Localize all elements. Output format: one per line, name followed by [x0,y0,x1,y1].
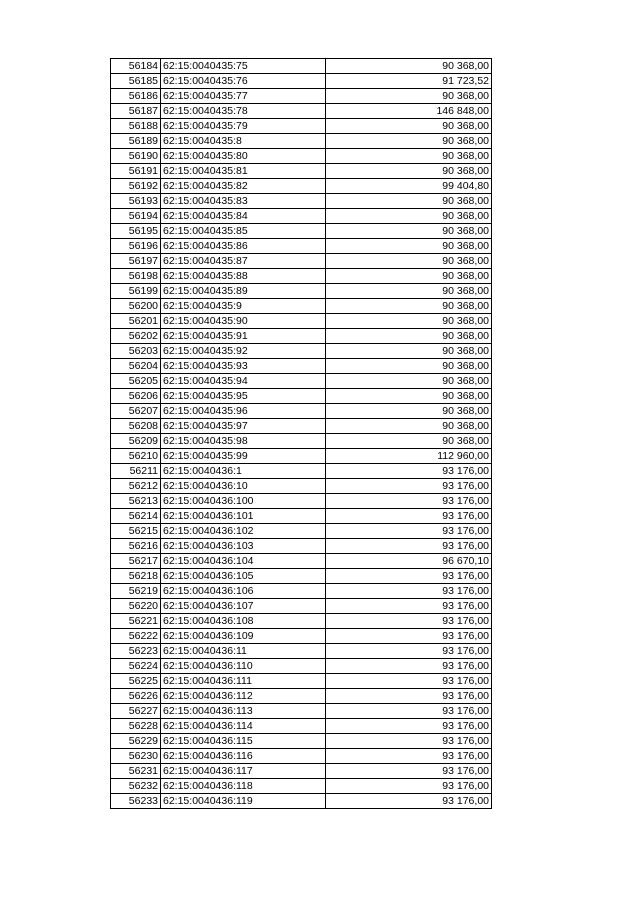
cadastral-value-cell: 93 176,00 [326,749,492,764]
table-row [111,389,492,404]
table-row [111,464,492,479]
row-id-cell: 56203 [111,344,161,359]
cadastral-number-cell: 62:15:0040435:77 [161,89,326,104]
cadastral-number-cell: 62:15:0040436:113 [161,704,326,719]
row-id-cell: 56227 [111,704,161,719]
table-row [111,779,492,794]
table-row [111,119,492,134]
cadastral-number-cell: 62:15:0040436:110 [161,659,326,674]
cadastral-number-cell: 62:15:0040435:90 [161,314,326,329]
table-row [111,239,492,254]
table-row [111,599,492,614]
cadastral-number-cell: 62:15:0040436:103 [161,539,326,554]
table-row [111,134,492,149]
cadastral-number-cell: 62:15:0040436:11 [161,644,326,659]
row-id-cell: 56233 [111,794,161,809]
cadastral-value-cell: 112 960,00 [326,449,492,464]
cadastral-number-cell: 62:15:0040435:91 [161,329,326,344]
row-id-cell: 56231 [111,764,161,779]
cadastral-number-cell: 62:15:0040435:81 [161,164,326,179]
cadastral-value-cell: 90 368,00 [326,254,492,269]
cadastral-number-cell: 62:15:0040435:98 [161,434,326,449]
table-row [111,524,492,539]
table-row [111,179,492,194]
row-id-cell: 56208 [111,419,161,434]
cadastral-value-cell: 90 368,00 [326,164,492,179]
row-id-cell: 56226 [111,689,161,704]
cadastral-number-cell: 62:15:0040436:117 [161,764,326,779]
cadastral-number-cell: 62:15:0040436:119 [161,794,326,809]
cadastral-number-cell: 62:15:0040436:104 [161,554,326,569]
table-row [111,284,492,299]
row-id-cell: 56211 [111,464,161,479]
cadastral-value-cell: 90 368,00 [326,194,492,209]
cadastral-value-cell: 90 368,00 [326,284,492,299]
cadastral-value-cell: 93 176,00 [326,764,492,779]
cadastral-value-cell: 93 176,00 [326,464,492,479]
table-row [111,419,492,434]
table-row [111,644,492,659]
cadastral-number-cell: 62:15:0040435:92 [161,344,326,359]
row-id-cell: 56212 [111,479,161,494]
cadastral-value-cell: 90 368,00 [326,134,492,149]
cadastral-value-cell: 90 368,00 [326,224,492,239]
row-id-cell: 56216 [111,539,161,554]
table-row [111,449,492,464]
table-row [111,314,492,329]
row-id-cell: 56188 [111,119,161,134]
table-row [111,269,492,284]
cadastral-value-cell: 93 176,00 [326,644,492,659]
cadastral-value-cell: 93 176,00 [326,539,492,554]
row-id-cell: 56205 [111,374,161,389]
cadastral-number-cell: 62:15:0040436:101 [161,509,326,524]
row-id-cell: 56191 [111,164,161,179]
cadastral-value-cell: 93 176,00 [326,659,492,674]
row-id-cell: 56229 [111,734,161,749]
row-id-cell: 56222 [111,629,161,644]
cadastral-number-cell: 62:15:0040435:82 [161,179,326,194]
cadastral-number-cell: 62:15:0040435:84 [161,209,326,224]
cadastral-number-cell: 62:15:0040435:83 [161,194,326,209]
cadastral-value-cell: 93 176,00 [326,794,492,809]
cadastral-number-cell: 62:15:0040436:1 [161,464,326,479]
cadastral-value-cell: 90 368,00 [326,434,492,449]
cadastral-number-cell: 62:15:0040435:87 [161,254,326,269]
row-id-cell: 56196 [111,239,161,254]
cadastral-number-cell: 62:15:0040435:8 [161,134,326,149]
table-row [111,434,492,449]
cadastral-number-cell: 62:15:0040435:76 [161,74,326,89]
cadastral-value-cell: 93 176,00 [326,599,492,614]
table-row [111,539,492,554]
table-row [111,104,492,119]
table-row [111,299,492,314]
cadastral-number-cell: 62:15:0040435:9 [161,299,326,314]
table-row [111,704,492,719]
cadastral-number-cell: 62:15:0040435:78 [161,104,326,119]
cadastral-value-cell: 90 368,00 [326,359,492,374]
table-row [111,494,492,509]
table-row [111,89,492,104]
cadastral-number-cell: 62:15:0040436:112 [161,689,326,704]
cadastral-number-cell: 62:15:0040435:95 [161,389,326,404]
row-id-cell: 56214 [111,509,161,524]
cadastral-number-cell: 62:15:0040436:105 [161,569,326,584]
cadastral-value-cell: 90 368,00 [326,119,492,134]
table-row [111,149,492,164]
cadastral-value-cell: 93 176,00 [326,479,492,494]
cadastral-value-cell: 146 848,00 [326,104,492,119]
table-row [111,719,492,734]
row-id-cell: 56198 [111,269,161,284]
table-row [111,659,492,674]
row-id-cell: 56195 [111,224,161,239]
row-id-cell: 56218 [111,569,161,584]
cadastral-number-cell: 62:15:0040435:88 [161,269,326,284]
row-id-cell: 56197 [111,254,161,269]
row-id-cell: 56210 [111,449,161,464]
row-id-cell: 56219 [111,584,161,599]
cadastral-number-cell: 62:15:0040436:111 [161,674,326,689]
row-id-cell: 56206 [111,389,161,404]
cadastral-value-cell: 99 404,80 [326,179,492,194]
table-row [111,59,492,74]
row-id-cell: 56190 [111,149,161,164]
row-id-cell: 56193 [111,194,161,209]
row-id-cell: 56200 [111,299,161,314]
cadastral-value-cell: 93 176,00 [326,509,492,524]
cadastral-number-cell: 62:15:0040436:108 [161,614,326,629]
cadastral-value-cell: 90 368,00 [326,314,492,329]
cadastral-number-cell: 62:15:0040435:85 [161,224,326,239]
cadastral-number-cell: 62:15:0040435:96 [161,404,326,419]
cadastral-number-cell: 62:15:0040435:80 [161,149,326,164]
cadastral-number-cell: 62:15:0040436:109 [161,629,326,644]
cadastral-number-cell: 62:15:0040436:116 [161,749,326,764]
table-row [111,629,492,644]
cadastral-value-cell: 93 176,00 [326,689,492,704]
row-id-cell: 56185 [111,74,161,89]
table-row [111,749,492,764]
table-row [111,614,492,629]
cadastral-value-cell: 93 176,00 [326,779,492,794]
cadastral-number-cell: 62:15:0040436:10 [161,479,326,494]
row-id-cell: 56220 [111,599,161,614]
table-body [111,59,492,809]
cadastral-value-cell: 91 723,52 [326,74,492,89]
row-id-cell: 56202 [111,329,161,344]
table-row [111,509,492,524]
cadastral-number-cell: 62:15:0040436:114 [161,719,326,734]
cadastral-value-cell: 90 368,00 [326,269,492,284]
cadastral-number-cell: 62:15:0040435:89 [161,284,326,299]
table-row [111,254,492,269]
table-row [111,209,492,224]
cadastral-number-cell: 62:15:0040436:100 [161,494,326,509]
cadastral-number-cell: 62:15:0040435:93 [161,359,326,374]
cadastral-number-cell: 62:15:0040436:102 [161,524,326,539]
row-id-cell: 56230 [111,749,161,764]
cadastral-value-cell: 90 368,00 [326,59,492,74]
cadastral-value-cell: 90 368,00 [326,299,492,314]
cadastral-value-cell: 90 368,00 [326,329,492,344]
row-id-cell: 56207 [111,404,161,419]
cadastral-value-cell: 90 368,00 [326,419,492,434]
cadastral-value-cell: 93 176,00 [326,524,492,539]
cadastral-value-cell: 90 368,00 [326,389,492,404]
table-row [111,674,492,689]
table-row [111,329,492,344]
table-row [111,224,492,239]
cadastral-value-cell: 90 368,00 [326,344,492,359]
row-id-cell: 56186 [111,89,161,104]
cadastral-value-cell: 90 368,00 [326,149,492,164]
cadastral-value-cell: 93 176,00 [326,629,492,644]
table-row [111,344,492,359]
cadastral-value-cell: 90 368,00 [326,374,492,389]
table-row [111,689,492,704]
row-id-cell: 56192 [111,179,161,194]
cadastral-value-cell: 93 176,00 [326,614,492,629]
table-row [111,194,492,209]
cadastral-number-cell: 62:15:0040436:115 [161,734,326,749]
table-row [111,479,492,494]
row-id-cell: 56204 [111,359,161,374]
cadastral-number-cell: 62:15:0040435:86 [161,239,326,254]
table-row [111,359,492,374]
table-row [111,554,492,569]
cadastral-number-cell: 62:15:0040436:118 [161,779,326,794]
row-id-cell: 56184 [111,59,161,74]
cadastral-value-cell: 93 176,00 [326,734,492,749]
row-id-cell: 56232 [111,779,161,794]
row-id-cell: 56199 [111,284,161,299]
cadastral-number-cell: 62:15:0040435:79 [161,119,326,134]
cadastral-value-cell: 93 176,00 [326,674,492,689]
table-row [111,74,492,89]
table-row [111,764,492,779]
table-row [111,794,492,809]
row-id-cell: 56187 [111,104,161,119]
cadastral-value-cell: 90 368,00 [326,89,492,104]
cadastral-value-cell: 90 368,00 [326,209,492,224]
table-row [111,374,492,389]
cadastral-value-cell: 93 176,00 [326,584,492,599]
row-id-cell: 56201 [111,314,161,329]
cadastral-value-table [110,58,492,809]
cadastral-number-cell: 62:15:0040435:94 [161,374,326,389]
table-row [111,164,492,179]
row-id-cell: 56209 [111,434,161,449]
table-row [111,404,492,419]
row-id-cell: 56217 [111,554,161,569]
cadastral-value-cell: 93 176,00 [326,719,492,734]
cadastral-value-cell: 90 368,00 [326,404,492,419]
cadastral-value-cell: 93 176,00 [326,494,492,509]
cadastral-number-cell: 62:15:0040435:75 [161,59,326,74]
row-id-cell: 56225 [111,674,161,689]
row-id-cell: 56224 [111,659,161,674]
row-id-cell: 56223 [111,644,161,659]
row-id-cell: 56213 [111,494,161,509]
row-id-cell: 56221 [111,614,161,629]
cadastral-number-cell: 62:15:0040436:106 [161,584,326,599]
cadastral-value-cell: 93 176,00 [326,704,492,719]
cadastral-value-cell: 90 368,00 [326,239,492,254]
table-row [111,734,492,749]
row-id-cell: 56194 [111,209,161,224]
row-id-cell: 56215 [111,524,161,539]
cadastral-value-cell: 96 670,10 [326,554,492,569]
cadastral-number-cell: 62:15:0040435:99 [161,449,326,464]
row-id-cell: 56189 [111,134,161,149]
cadastral-number-cell: 62:15:0040436:107 [161,599,326,614]
table-row [111,569,492,584]
cadastral-number-cell: 62:15:0040435:97 [161,419,326,434]
row-id-cell: 56228 [111,719,161,734]
table-row [111,584,492,599]
cadastral-value-cell: 93 176,00 [326,569,492,584]
